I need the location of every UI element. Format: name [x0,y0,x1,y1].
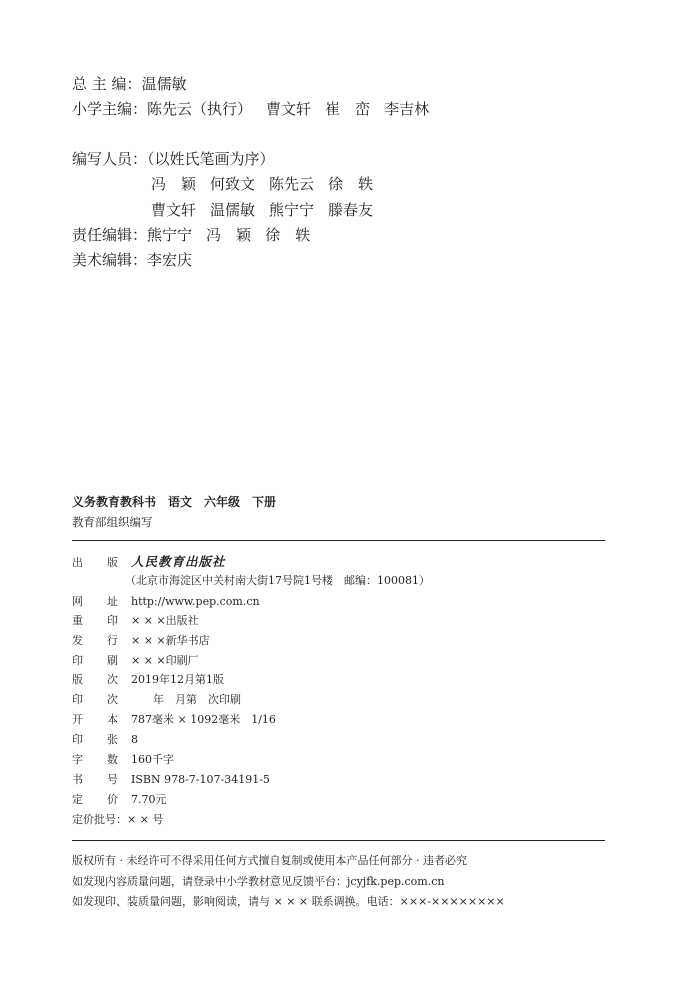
chief-editor-name: 温儒敏 [141,75,187,93]
writers-label: 编写人员 [72,150,133,168]
primary-editor-name: 陈先云（执行） [147,100,253,118]
writer-name: 何致文 [210,175,256,193]
imprint-row-printing: 印 刷 × × ×印刷厂 [72,654,199,667]
imprint-row-website: 网 址 http://www.pep.com.cn [72,595,260,608]
publisher-address: （北京市海淀区中关村南大街17号院1号楼 邮编：100081） [125,574,430,587]
writer-name: 徐 轶 [328,175,374,193]
primary-editor-label: 小学主编 [72,100,133,118]
imprint-row-address [0,574,695,590]
writers-header-line: 编写人员：（以姓氏笔画为序） [72,150,275,168]
website-link: http://www.pep.com.cn [131,595,260,608]
print-feedback-notice: 如发现印、装质量问题，影响阅读，请与 × × × 联系调换。电话：×××-×××××××× [72,895,505,908]
art-editor-name: 李宏庆 [147,251,193,269]
writer-name: 冯 颖 [151,175,197,193]
imprint-row-edition: 版 次 2019年12月第1版 [72,673,224,686]
imprint-row-distribution: 发 行 × × ×新华书店 [72,634,210,647]
publisher-logo: 人民教育出版社 [131,554,226,569]
imprint-row-words: 字 数 160千字 [72,753,174,766]
writer-name: 熊宁宁 [269,201,315,219]
primary-editor-name: 崔 峦 [325,100,371,118]
writers-note: （以姓氏笔画为序） [147,150,275,168]
imprint-row-price: 定 价 7.70元 [72,793,167,806]
compiled-by: 教育部组织编写 [72,515,153,529]
book-subject: 语文 [168,495,193,509]
book-grade: 六年级 [204,495,241,509]
responsible-editor-name: 冯 颖 [206,226,252,244]
writer-name: 曹文轩 [151,201,197,219]
book-volume: 下册 [252,495,277,509]
imprint-row-price-approval: 定价批号：× × 号 [72,813,164,826]
quality-feedback-notice: 如发现内容质量问题，请登录中小学教材意见反馈平台：jcyjfk.pep.com.cn [72,875,445,888]
responsible-editor-name: 徐 轶 [265,226,311,244]
responsible-editor-label: 责任编辑 [72,226,133,244]
art-editor-label: 美术编辑 [72,251,133,269]
art-editor-line: 美术编辑：李宏庆 [72,251,193,269]
copyright-notice: 版权所有 · 未经许可不得采用任何方式擅自复制或使用本产品任何部分 · 违者必究 [72,854,467,867]
imprint-row-sheets: 印 张 8 [72,733,138,746]
imprint-row-publisher: 出 版 人民教育出版社 [72,554,226,569]
primary-editor-name: 李吉林 [384,100,430,118]
writer-name: 陈先云 [269,175,315,193]
bottom-divider [72,840,605,841]
imprint-row-reprint: 重 印 × × ×出版社 [72,614,199,627]
primary-editor-line: 小学主编：陈先云（执行） 曹文轩 崔 峦 李吉林 [72,100,430,118]
imprint-row-isbn: 书 号 ISBN 978-7-107-34191-5 [72,773,270,786]
primary-editor-name: 曹文轩 [266,100,312,118]
chief-editor-label: 总 主 编 [72,75,127,93]
responsible-editor-name: 熊宁宁 [147,226,193,244]
chief-editor-line: 总 主 编：温儒敏 [72,75,187,93]
writer-name: 温儒敏 [210,201,256,219]
book-series: 义务教育教科书 [72,495,157,509]
imprint-row-format: 开 本 787毫米 × 1092毫米 1/16 [72,713,276,726]
writer-name: 滕春友 [328,201,374,219]
isbn: ISBN 978-7-107-34191-5 [131,773,270,786]
price: 7.70元 [131,793,167,806]
imprint-row-impression: 印 次 年 月第 次印刷 [72,693,241,706]
responsible-editor-line: 责任编辑：熊宁宁 冯 颖 徐 轶 [72,226,311,244]
